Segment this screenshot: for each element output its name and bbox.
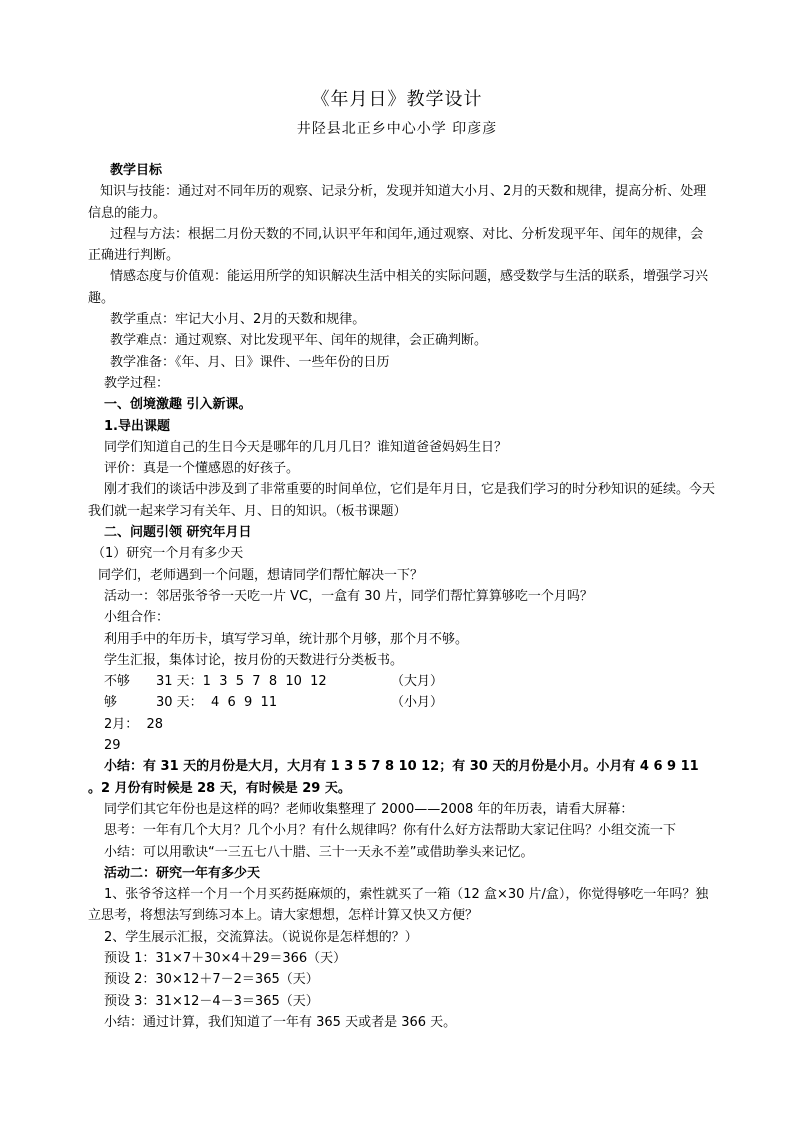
month-row-type: （小月） xyxy=(391,695,444,711)
month-row-days: 30 天： 4 6 9 11 xyxy=(156,695,278,711)
section2-paragraph: 学生汇报，集体讨论，按月份的天数进行分类板书。 xyxy=(104,652,404,668)
activity2-paragraph: 2、学生展示汇报，交流算法。（说说你是怎样想的？） xyxy=(104,929,418,945)
difficulty: 教学难点：通过观察、对比发现平年、闰年的规律，会正确判断。 xyxy=(110,333,488,349)
section2-paragraph: 同学们其它年份也是这样的吗？老师收集整理了 2000——2008 年的年历表，请看大屏幕： xyxy=(104,801,634,817)
process-label: 教学过程： xyxy=(104,375,170,391)
section1-subheading: 1.导出课题 xyxy=(104,418,170,434)
section1-paragraph: 刚才我们的谈话中涉及到了非常重要的时间单位，它们是年月日，它是我们学习的时分秒知识的延续。今天我们就一起来学习有关年、月、日的知识。（板书课题） xyxy=(88,482,716,519)
section1-paragraph: 同学们知道自己的生日今天是哪年的几月几日？谁知道爸爸妈妈生日？ xyxy=(104,439,508,455)
activity2-paragraph: 1、张爷爷这样一个月一个月买药挺麻烦的，索性就买了一箱（12 盒×30 片/盒），你觉得够吃一年吗？独立思考，将想法写到练习本上。请大家想想，怎样计算又快又方便？ xyxy=(88,887,709,924)
month-row-days: 31 天：1 3 5 7 8 10 12 xyxy=(156,674,327,690)
month-table-row xyxy=(88,671,716,692)
activity1-paragraph: 活动一：邻居张爷爷一天吃一片 VC，一盒有 30 片，同学们帮忙算算够吃一个月吗？ xyxy=(104,588,593,604)
section1-heading: 一、创境激趣 引入新课。 xyxy=(104,397,252,413)
february-days-alt: 29 xyxy=(104,738,121,754)
summary-months: 小结：有 31 天的月份是大月，大月有 1 3 5 7 8 10 12；有 30 天的月份是小月。小月有 4 6 9 11 。2 月份有时候是 28 天，有时候是 29 天。 xyxy=(88,759,699,796)
month-table-row xyxy=(88,692,716,713)
preparation: 教学准备：《年、月、日》课件、一些年份的日历 xyxy=(110,354,390,370)
key-point: 教学重点：牢记大小月、2月的天数和规律。 xyxy=(110,312,366,328)
section2-heading: 二、问题引领 研究年月日 xyxy=(104,525,252,541)
section2-paragraph: 小组合作： xyxy=(104,610,170,626)
page-title: 《年月日》教学设计 xyxy=(311,89,483,110)
section2-paragraph: 同学们，老师遇到一个问题，想请同学们帮忙解决一下？ xyxy=(98,567,424,583)
february-days: 2月： 28 xyxy=(104,716,164,732)
document-body xyxy=(88,160,716,1033)
thinking-prompt: 思考：一年有几个大月？几个小月？有什么规律吗？你有什么好方法帮助大家记住吗？小组交流一下 xyxy=(104,823,677,839)
objectives-heading: 教学目标 xyxy=(110,163,163,178)
calculation-1: 预设 1：31×7＋30×4＋29＝366（天） xyxy=(104,950,347,966)
summary-days: 小结：通过计算，我们知道了一年有 365 天或者是 366 天。 xyxy=(104,1014,457,1030)
month-row-label: 不够 xyxy=(104,674,131,690)
month-row-type: （大月） xyxy=(391,674,444,690)
activity2-heading: 活动二：研究一年有多少天 xyxy=(104,865,261,881)
summary-mnemonic: 小结：可以用歌诀“一三五七八十腊、三十一天永不差”或借助拳头来记忆。 xyxy=(104,844,534,860)
objective-attitude: 情感态度与价值观：能运用所学的知识解决生活中相关的实际问题，感受数学与生活的联系，增强学习兴趣。 xyxy=(88,269,709,306)
section1-paragraph: 评价：真是一个懂感恩的好孩子。 xyxy=(104,461,300,477)
author-line: 井陉县北正乡中心小学 印彦彦 xyxy=(296,121,498,137)
section2-paragraph: 利用手中的年历卡，填写学习单，统计那个月够，那个月不够。 xyxy=(104,631,469,647)
section2-subheading: （1）研究一个月有多少天 xyxy=(92,546,244,562)
calculation-3: 预设 3：31×12－4－3＝365（天） xyxy=(104,993,319,1009)
month-row-label: 够 xyxy=(104,695,118,711)
objective-knowledge: 知识与技能：通过对不同年历的观察、记录分析，发现并知道大小月、2月的天数和规律，提高分析、处理信息的能力。 xyxy=(88,184,707,221)
objective-process: 过程与方法：根据二月份天数的不同,认识平年和闰年,通过观察、对比、分析发现平年、闰年的规律，会正确进行判断。 xyxy=(88,226,704,264)
calculation-2: 预设 2：30×12＋7－2＝365（天） xyxy=(104,972,319,988)
